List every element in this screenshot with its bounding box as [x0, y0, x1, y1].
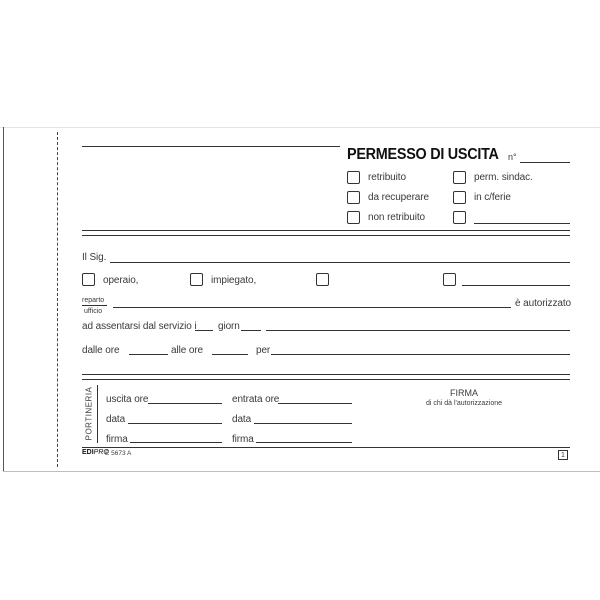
section-separator: [82, 230, 570, 236]
label-retribuito: retribuito: [368, 172, 406, 183]
label-reparto: reparto: [82, 297, 105, 304]
label-dalle-ore: dalle ore: [82, 345, 120, 356]
checkbox-role-other-2[interactable]: [443, 273, 456, 286]
from-time-field[interactable]: [129, 354, 168, 355]
brand-logo: EDIPRO: [82, 449, 109, 456]
label-firma-sub: di chi dà l'autorizzazione: [425, 400, 503, 407]
giorn-suffix-field[interactable]: [241, 330, 261, 331]
entry-date-field[interactable]: [254, 423, 352, 424]
form-bottom-edge: [3, 471, 600, 472]
entry-signature-field[interactable]: [256, 442, 352, 443]
exit-date-field[interactable]: [128, 423, 222, 424]
form-left-edge: [3, 127, 4, 472]
reason-field[interactable]: [271, 354, 570, 355]
checkbox-operaio[interactable]: [82, 273, 95, 286]
number-label: n°: [508, 152, 517, 162]
label-alle-ore: alle ore: [171, 345, 203, 356]
perforation-line: [57, 132, 58, 467]
label-giorn: giorn: [218, 321, 240, 332]
label-portineria: PORTINERIA: [84, 386, 94, 441]
permit-form: [0, 127, 600, 472]
day-count-field[interactable]: [195, 330, 213, 331]
label-in-c-ferie: in c/ferie: [474, 192, 511, 203]
product-code: E 5673 A: [105, 450, 132, 457]
checkbox-role-other-1[interactable]: [316, 273, 329, 286]
page-title: PERMESSO DI USCITA: [347, 146, 499, 163]
label-uscita-ore: uscita ore: [106, 394, 149, 405]
role-other-field[interactable]: [462, 285, 570, 286]
form-top-edge: [0, 127, 600, 128]
absence-dates-field[interactable]: [266, 330, 570, 331]
label-autorizzato: è autorizzato: [515, 298, 571, 309]
bottom-rule: [82, 447, 570, 448]
label-perm-sindac: perm. sindac.: [474, 172, 533, 183]
entry-time-field[interactable]: [278, 403, 352, 404]
number-field[interactable]: [520, 162, 570, 163]
checkbox-other-type[interactable]: [453, 211, 466, 224]
label-entrata-ore: entrata ore: [232, 394, 280, 405]
label-impiegato: impiegato,: [211, 275, 257, 286]
label-data-2: data: [232, 414, 252, 425]
label-ad-assentarsi: ad assentarsi dal servizio i: [82, 321, 197, 332]
label-operaio: operaio,: [103, 275, 139, 286]
label-firma-1: firma: [106, 434, 128, 445]
page-number: 1: [558, 450, 568, 460]
label-per: per: [256, 345, 271, 356]
label-ufficio: ufficio: [84, 308, 103, 315]
other-type-field[interactable]: [474, 223, 570, 224]
label-sig: Il Sig.: [82, 252, 107, 263]
department-field[interactable]: [113, 307, 511, 308]
footer-separator: [82, 374, 570, 380]
label-data-1: data: [106, 414, 126, 425]
checkbox-retribuito[interactable]: [347, 171, 360, 184]
checkbox-impiegato[interactable]: [190, 273, 203, 286]
label-non-retribuito: non retribuito: [368, 212, 425, 223]
checkbox-in-c-ferie[interactable]: [453, 191, 466, 204]
exit-time-field[interactable]: [148, 403, 222, 404]
employee-name-field[interactable]: [110, 262, 570, 263]
to-time-field[interactable]: [212, 354, 248, 355]
header-left-line: [82, 146, 340, 147]
portineria-divider: [97, 385, 98, 443]
checkbox-perm-sindac[interactable]: [453, 171, 466, 184]
label-da-recuperare: da recuperare: [368, 192, 429, 203]
label-firma-title: FIRMA: [450, 388, 478, 398]
label-firma-2: firma: [232, 434, 254, 445]
checkbox-non-retribuito[interactable]: [347, 211, 360, 224]
reparto-divider: [82, 305, 107, 306]
exit-signature-field[interactable]: [130, 442, 222, 443]
checkbox-da-recuperare[interactable]: [347, 191, 360, 204]
